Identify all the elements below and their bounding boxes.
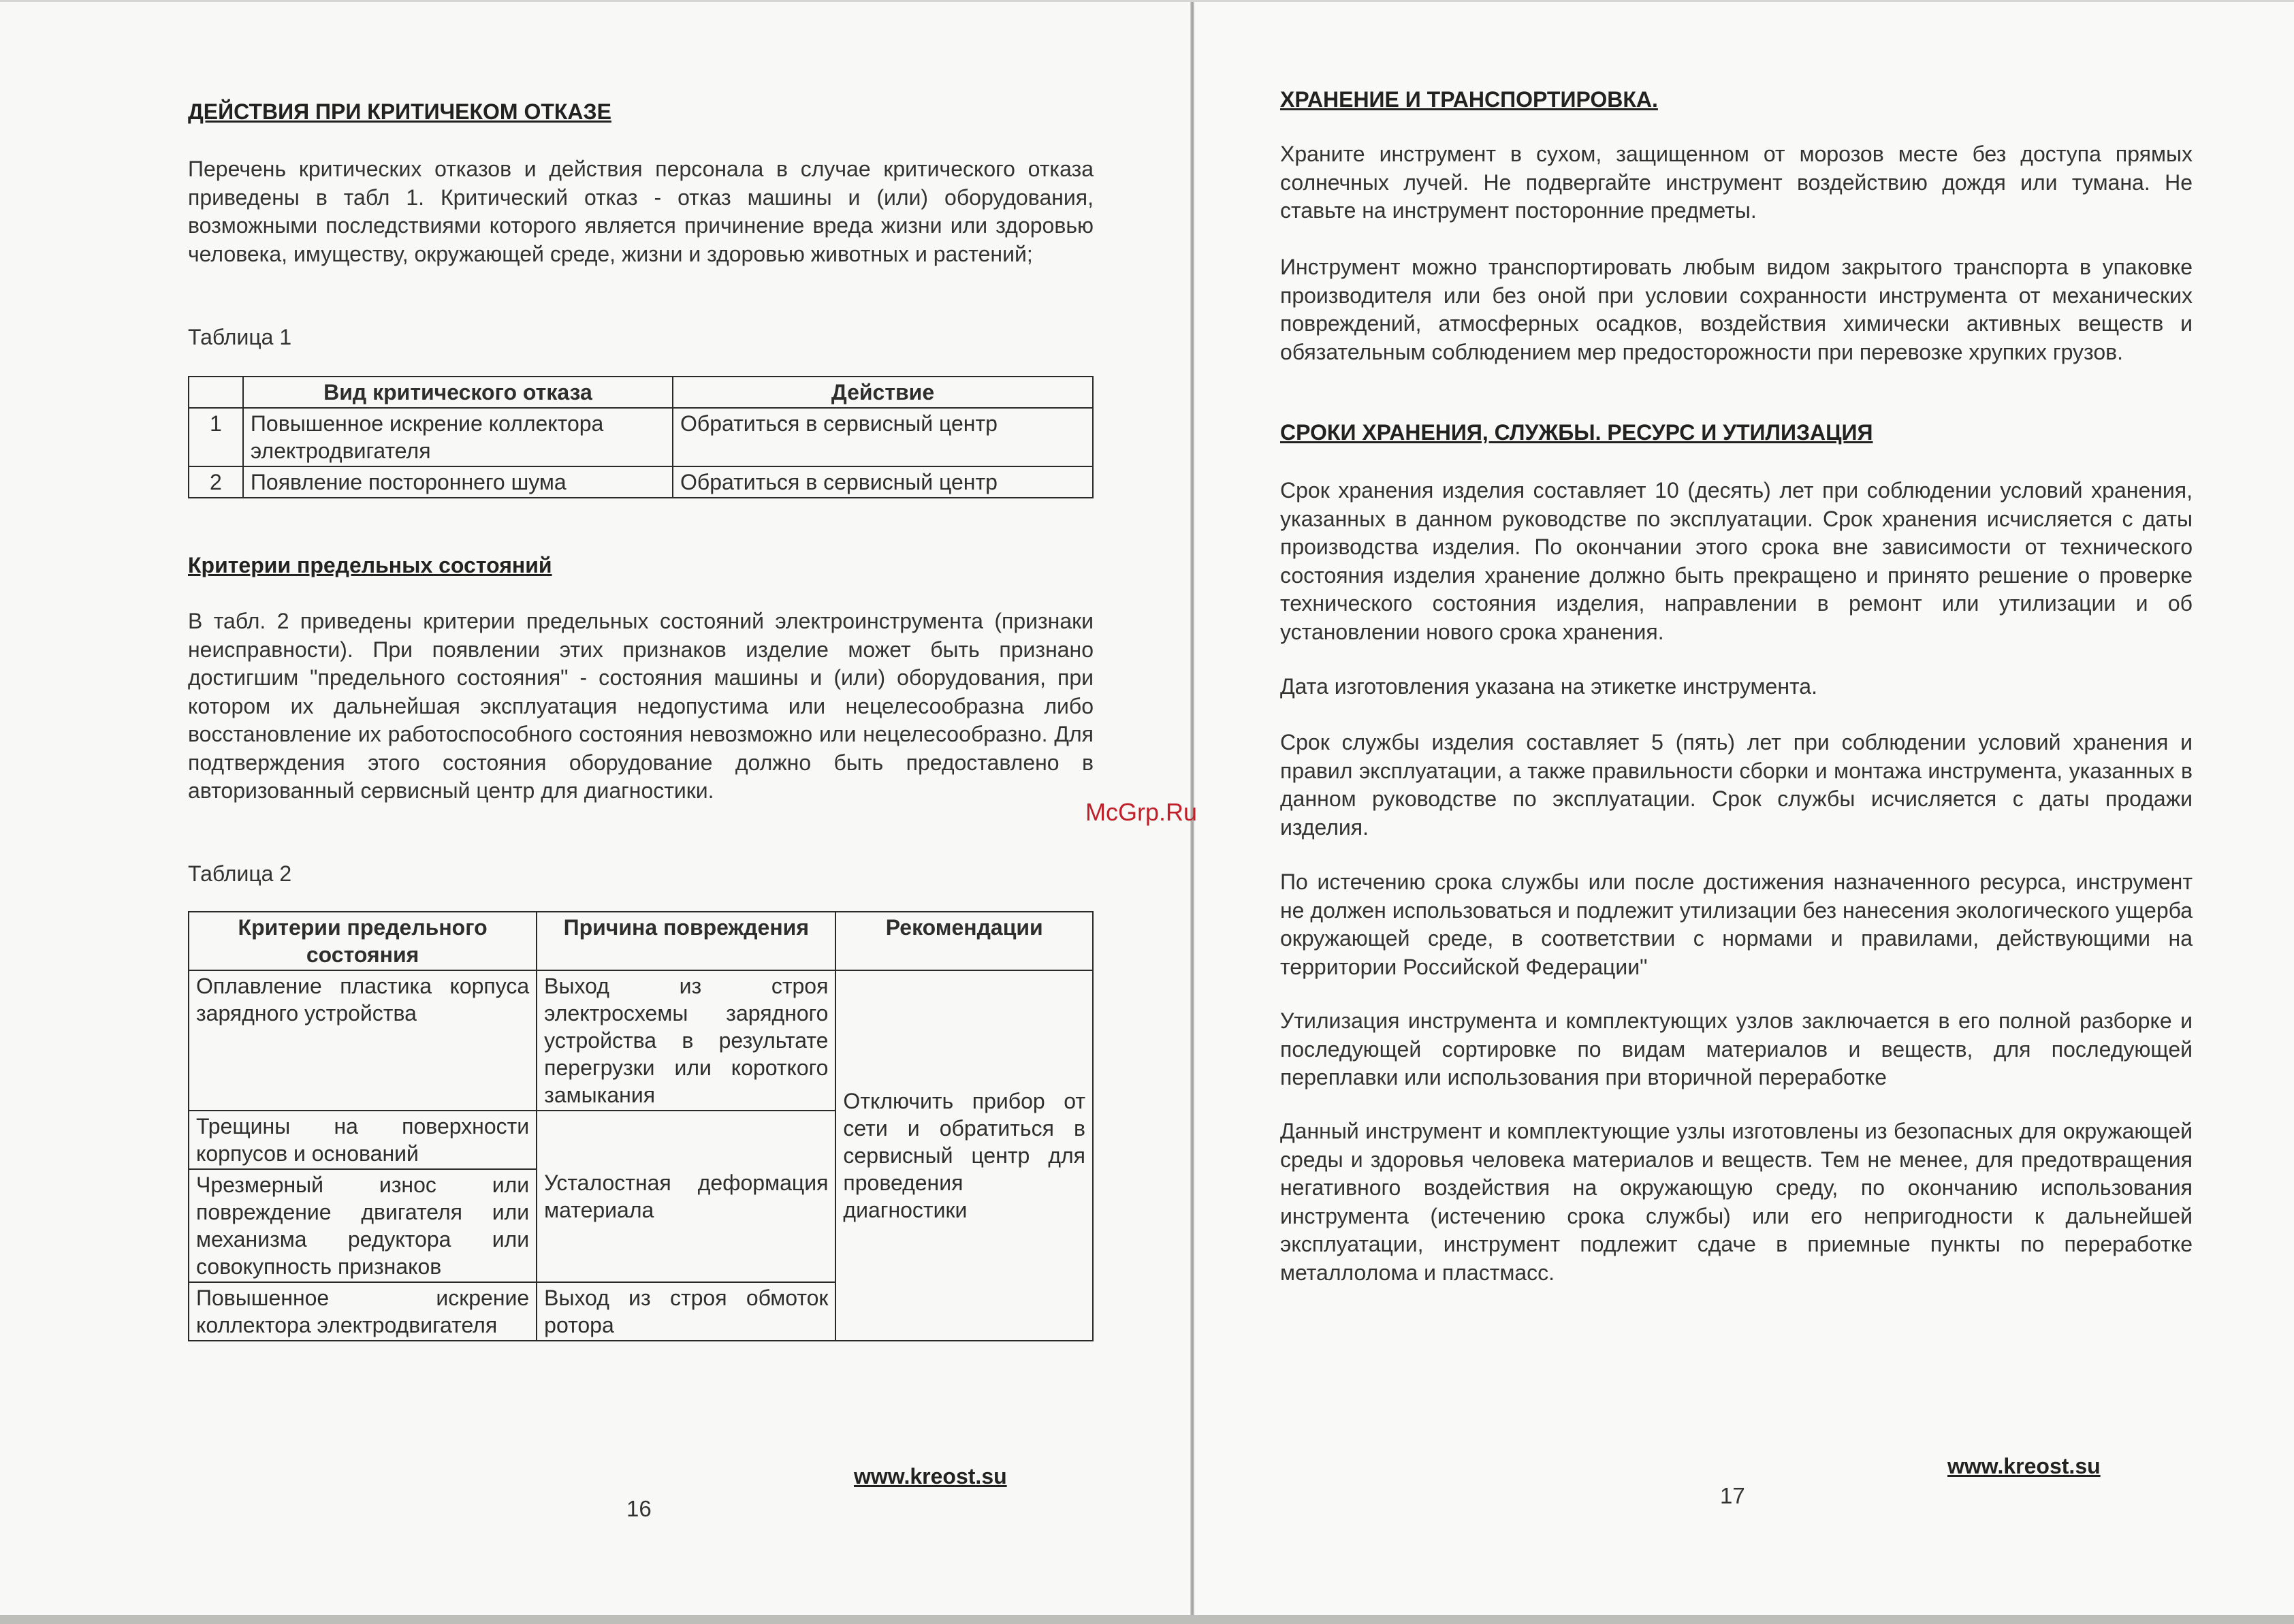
table1-cell-action: Обратиться в сервисный центр — [673, 466, 1093, 498]
table2-cause-cell: Усталостная деформация материала — [537, 1111, 835, 1282]
heading-limit-states: Критерии предельных состояний — [188, 553, 552, 577]
website-link-left[interactable]: www.kreost.su — [854, 1464, 1007, 1488]
table-1 — [188, 376, 1094, 498]
paragraph-terms-1: Срок хранения изделия составляет 10 (десять) лет при соблюдении условий хранения, указанных в данном руководстве по эксплуатации. Срок хранения исчисляется с даты производства изделия. По окончании этого срока вне зависимости от технического состояния изделия хранение должно быть прекращено и принято решение о проверке технического состояния изделия, направлении в ремонт или утилизации и об установлении нового срока хранения. — [1280, 478, 2193, 644]
table2-cause-cell: Выход из строя электросхемы зарядного устройства в результате перегрузки или короткого замыкания — [537, 970, 835, 1111]
paragraph-storage-1: Храните инструмент в сухом, защищенном от морозов месте без доступа прямых солнечных лучей. Не подвергайте инструмент воздействию дождя или тумана. Не ставьте на инструмент посторонние предметы. — [1280, 142, 2193, 223]
table2-criteria-cell: Повышенное искрение коллектора электродвигателя — [189, 1282, 537, 1341]
website-link-right[interactable]: www.kreost.su — [1947, 1454, 2101, 1478]
heading-storage: ХРАНЕНИЕ И ТРАНСПОРТИРОВКА. — [1280, 87, 1658, 112]
heading-critical-failure: ДЕЙСТВИЯ ПРИ КРИТИЧЕКОМ ОТКАЗЕ — [188, 99, 611, 124]
table2-recommendation-cell: Отключить прибор от сети и обратиться в сервисный центр для проведения диагностики — [835, 970, 1093, 1341]
paragraph-terms-3: Срок службы изделия составляет 5 (пять) лет при соблюдении условий хранения и правил эксплуатации, а также правильности сборки и монтажа инструмента, указанных в данном руководстве по эксплуатации. Срок службы исчисляется с даты продажи изделия. — [1280, 730, 2193, 840]
table2-header-cause: Причина повреждения — [537, 912, 835, 970]
table1-cell-num: 1 — [189, 408, 243, 466]
paragraph-limit-states: В табл. 2 приведены критерии предельных состояний электроинструмента (признаки неисправности). При появлении этих признаков изделие может быть признано достигшим "предельного состояния" - состояния машины и (или) оборудования, при котором их дальнейшая эксплуатация недопустима или нецелесообразна либо восстановление их работоспособного состояния невозможно или нецелесообразно. Для подтверждения этого состояния оборудование должно быть предоставлено в авторизованный сервисный центр для диагностики. — [188, 609, 1094, 803]
table2-header-recommendation: Рекомендации — [835, 912, 1093, 970]
table1-label: Таблица 1 — [188, 325, 292, 349]
table-row — [189, 466, 1093, 498]
table1-cell-action: Обратиться в сервисный центр — [673, 408, 1093, 466]
heading-terms: СРОКИ ХРАНЕНИЯ, СЛУЖБЫ. РЕСУРС И УТИЛИЗАЦИЯ — [1280, 420, 1873, 445]
paragraph-terms-4: По истечению срока службы или после достижения назначенного ресурса, инструмент не должен использоваться и подлежит утилизации без нанесения экологического ущерба окружающей среде, в соответствии с нормами и правилами, действующими на территории Российской Федерации" — [1280, 870, 2193, 979]
table2-cause-cell: Выход из строя обмоток ротора — [537, 1282, 835, 1341]
table2-label: Таблица 2 — [188, 861, 292, 886]
top-edge — [0, 0, 2294, 2]
paragraph-terms-2: Дата изготовления указана на этикетке инструмента. — [1280, 674, 1817, 699]
paragraph-terms-6: Данный инструмент и комплектующие узлы изготовлены из безопасных для окружающей среды и здоровья человека материалов и веществ. Тем не менее, для предотвращения негативного воздействия на окружающую среду, по окончанию использования инструмента (истечению срока службы) или его непригодности к дальнейшей эксплуатации, инструмент подлежит сдаче в приемные пункты по переработке металлолома и пластмасс. — [1280, 1119, 2193, 1285]
table2-criteria-cell: Чрезмерный износ или повреждение двигателя или механизма редуктора или совокупность признаков — [189, 1169, 537, 1282]
page-number-left: 16 — [626, 1496, 652, 1521]
table2-header-row — [189, 912, 1093, 970]
table-row — [189, 408, 1093, 466]
table2-criteria-cell: Оплавление пластика корпуса зарядного устройства — [189, 970, 537, 1111]
table1-header-type: Вид критического отказа — [243, 377, 673, 408]
watermark: McGrp.Ru — [1085, 798, 1198, 826]
table1-cell-num: 2 — [189, 466, 243, 498]
table2-header-criteria: Критерии предельного состояния — [189, 912, 537, 970]
paragraph-critical-failure: Перечень критических отказов и действия персонала в случае критического отказа приведены в табл 1. Критический отказ - отказ машины и (или) оборудования, возможными последствиями которого является причинение вреда жизни или здоровью человека, имуществу, окружающей среде, жизни и здоровью животных и растений; — [188, 157, 1094, 266]
page-number-right: 17 — [1720, 1483, 1745, 1508]
paragraph-storage-2: Инструмент можно транспортировать любым видом закрытого транспорта в упаковке производителя или без оной при условии сохранности инструмента от механических повреждений, атмосферных осадков, воздействия химически активных веществ и обязательным соблюдением мер предосторожности при перевозке хрупких грузов. — [1280, 255, 2193, 364]
table1-header-action: Действие — [673, 377, 1093, 408]
table1-header-row — [189, 377, 1093, 408]
table1-cell-type: Появление постороннего шума — [243, 466, 673, 498]
table1-cell-type: Повышенное искрение коллектора электродвигателя — [243, 408, 673, 466]
paragraph-terms-5: Утилизация инструмента и комплектующих узлов заключается в его полной разборке и последующей сортировке по видам материалов и веществ, для последующей переплавки или использования при вторичной переработке — [1280, 1008, 2193, 1089]
bottom-edge — [0, 1615, 2294, 1624]
table2-criteria-cell: Трещины на поверхности корпусов и оснований — [189, 1111, 537, 1169]
table-2 — [188, 911, 1094, 1341]
table1-header-num — [189, 377, 243, 408]
table-row — [189, 970, 1093, 1111]
